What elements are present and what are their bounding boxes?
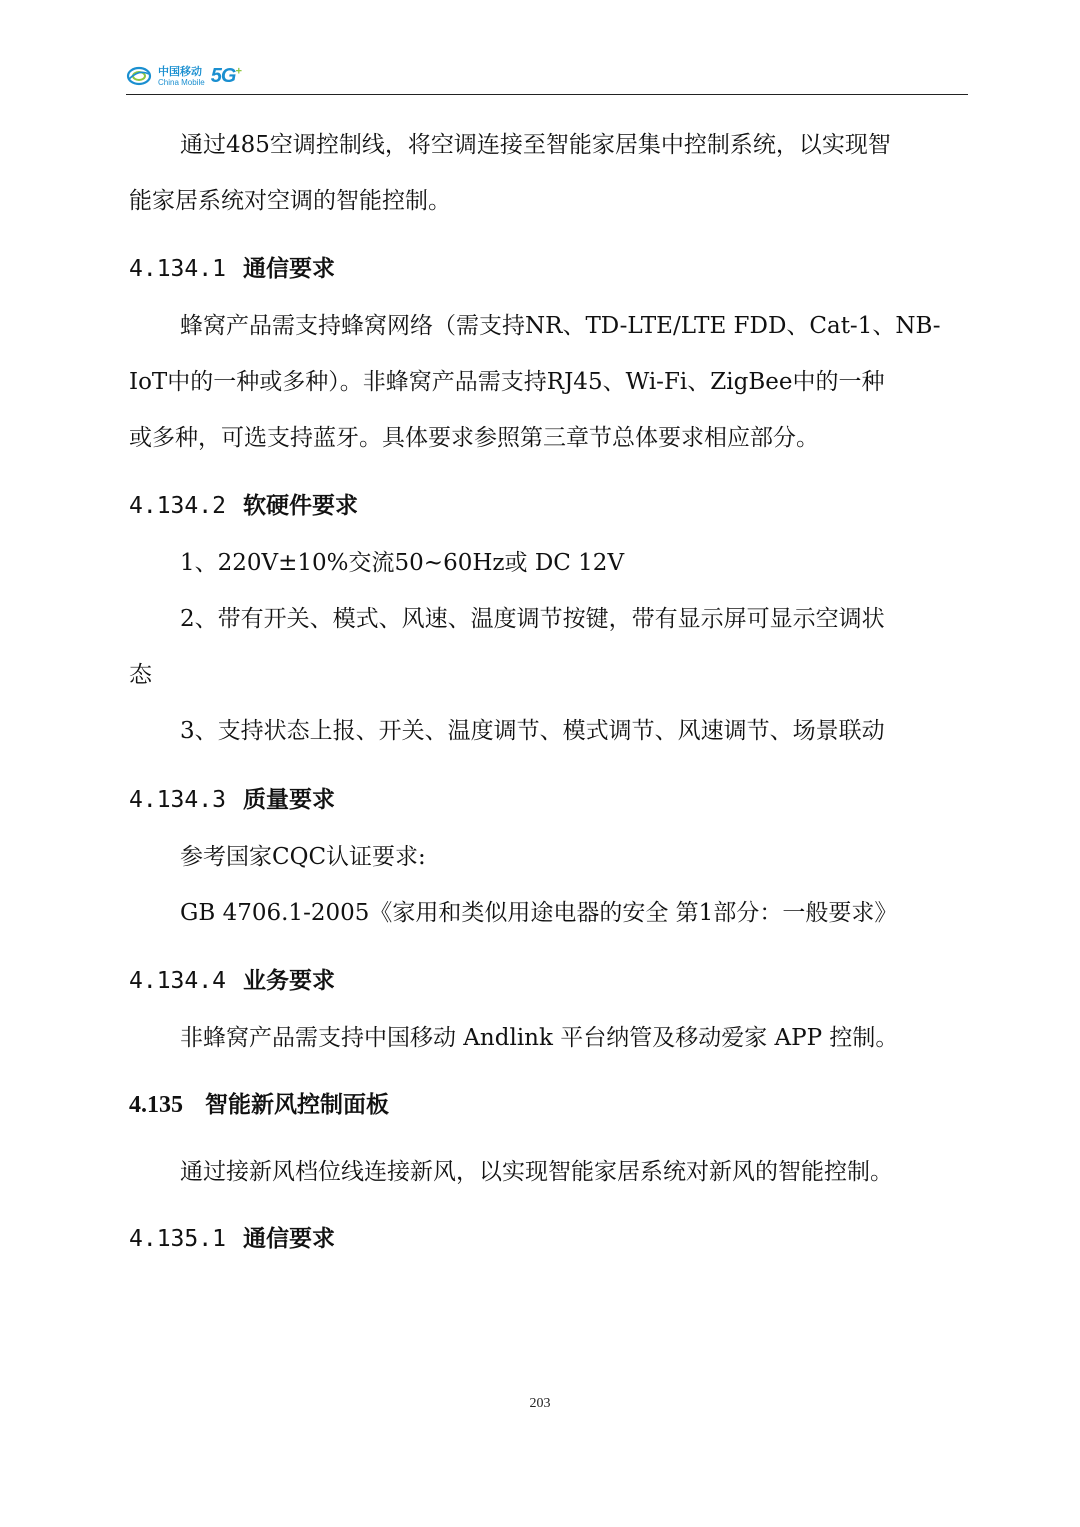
section-title: 软硬件要求 [243, 493, 358, 519]
section-heading-4-134-3 [129, 772, 971, 828]
list-item-1: 1、220V±10%交流50~60Hz或 DC 12V [180, 550, 625, 576]
intro-paragraph [129, 117, 971, 229]
section-heading-4-135 [129, 1077, 971, 1135]
section-number: 4.135 [129, 1092, 183, 1118]
china-mobile-logo [126, 58, 241, 94]
quality-paragraph [129, 829, 971, 941]
quality-line-2: GB 4706.1-2005《家用和类似用途电器的安全 第1部分：一般要求》 [180, 900, 898, 926]
section-heading-4-135-1 [129, 1211, 971, 1267]
comm-line-1: 蜂窝产品需支持蜂窝网络（需支持NR、TD-LTE/LTE FDD、Cat-1、NB- [180, 313, 941, 339]
comm-line-2: IoT中的一种或多种）。非蜂窝产品需支持RJ45、Wi-Fi、ZigBee中的一种 [129, 369, 885, 395]
section-title: 业务要求 [243, 968, 335, 994]
china-mobile-swirl-icon [126, 65, 152, 87]
intro-line-1: 通过485空调控制线，将空调连接至智能家居集中控制系统，以实现智 [180, 132, 891, 158]
section-number: 4.134.1 [129, 256, 226, 282]
section-title: 智能新风控制面板 [205, 1092, 389, 1118]
page-number: 203 [529, 1396, 551, 1411]
list-item-3: 3、支持状态上报、开关、温度调节、模式调节、风速调节、场景联动 [180, 718, 885, 744]
section-heading-4-134-4 [129, 953, 971, 1009]
header-divider [126, 94, 968, 95]
section-title: 通信要求 [243, 256, 335, 282]
intro-line-2: 能家居系统对空调的智能控制。 [129, 188, 451, 214]
business-line-1: 非蜂窝产品需支持中国移动 Andlink 平台纳管及移动爱家 APP 控制。 [180, 1025, 899, 1051]
logo-english-name: China Mobile [158, 77, 205, 87]
list-item-2: 2、带有开关、模式、风速、温度调节按键，带有显示屏可显示空调状 [180, 606, 885, 632]
logo-5g [211, 65, 241, 88]
section-title: 通信要求 [243, 1226, 335, 1252]
communication-paragraph [129, 298, 971, 466]
section-number: 4.135.1 [129, 1226, 226, 1252]
section-title: 质量要求 [243, 787, 335, 813]
logo-text [158, 66, 205, 87]
logo-chinese-name: 中国移动 [158, 64, 202, 78]
page-header [126, 58, 968, 96]
logo-5g-text: 5G [210, 64, 236, 87]
section-heading-4-134-1 [129, 241, 971, 297]
fresh-air-paragraph [129, 1144, 971, 1200]
quality-line-1: 参考国家CQC认证要求: [180, 844, 426, 870]
comm-line-3: 或多种，可选支持蓝牙。具体要求参照第三章节总体要求相应部分。 [129, 425, 819, 451]
logo-5g-plus: + [235, 64, 241, 77]
section-number: 4.134.2 [129, 493, 226, 519]
list-item-2-cont: 态 [129, 662, 152, 688]
section-number: 4.134.3 [129, 787, 226, 813]
section-number: 4.134.4 [129, 968, 226, 994]
hardware-list [129, 535, 971, 759]
business-paragraph [129, 1010, 971, 1066]
fresh-air-line-1: 通过接新风档位线连接新风，以实现智能家居系统对新风的智能控制。 [180, 1159, 893, 1185]
section-heading-4-134-2 [129, 478, 971, 534]
